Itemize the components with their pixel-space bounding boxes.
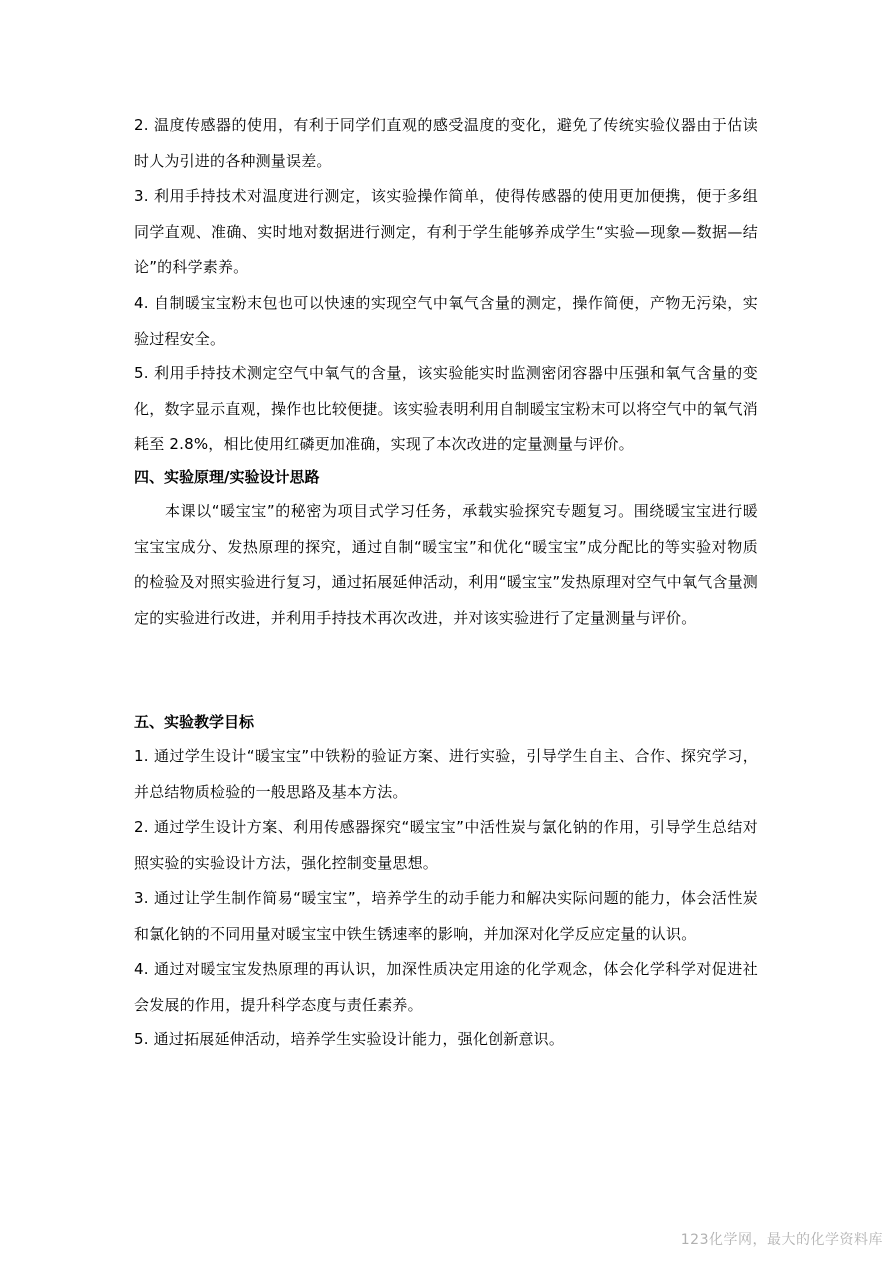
advantage-item-5: 5. 利用手持技术测定空气中氧气的含量，该实验能实时监测密闭容器中压强和氧气含量的变化，数字显示直观，操作也比较便捷。该实验表明利用自制暖宝宝粉末可以将空气中的氧气消耗至 2.8%，相比使用红磷更加准确，实现了本次改进的定量测量与评价。 <box>134 364 758 453</box>
objective-item-2: 2. 通过学生设计方案、利用传感器探究“暖宝宝”中活性炭与氯化钠的作用，引导学生总结对照实验的实验设计方法，强化控制变量思想。 <box>134 818 758 872</box>
advantage-item-2: 2. 温度传感器的使用，有利于同学们直观的感受温度的变化，避免了传统实验仪器由于估读时人为引进的各种测量误差。 <box>134 116 758 170</box>
principle-paragraph: 本课以“暖宝宝”的秘密为项目式学习任务，承载实验探究专题复习。围绕暖宝宝进行暖宝宝宝成分、发热原理的探究，通过自制“暖宝宝”和优化“暖宝宝”成分配比的等实验对物质的检验及对照实验进行复习，通过拓展延伸活动，利用“暖宝宝”发热原理对空气中氧气含量测定的实验进行改进，并利用手持技术再次改进，并对该实验进行了定量测量与评价。 <box>134 502 758 627</box>
objective-item-5: 5. 通过拓展延伸活动，培养学生实验设计能力，强化创新意识。 <box>134 1030 565 1048</box>
advantage-item-3: 3. 利用手持技术对温度进行测定，该实验操作简单，使得传感器的使用更加便携，便于多组同学直观、准确、实时地对数据进行测定，有利于学生能够养成学生“实验—现象—数据—结论”的科学素养。 <box>134 187 758 276</box>
section-heading-principle: 四、实验原理/实验设计思路 <box>134 468 320 486</box>
site-watermark: 123化学网，最大的化学资料库 <box>680 1232 883 1248</box>
advantage-item-4: 4. 自制暖宝宝粉末包也可以快速的实现空气中氧气含量的测定，操作简便，产物无污染，实验过程安全。 <box>134 294 758 348</box>
objective-item-3: 3. 通过让学生制作简易“暖宝宝”，培养学生的动手能力和解决实际问题的能力，体会活性炭和氯化钠的不同用量对暖宝宝中铁生锈速率的影响，并加深对化学反应定量的认识。 <box>134 889 758 943</box>
objective-item-4: 4. 通过对暖宝宝发热原理的再认识，加深性质决定用途的化学观念，体会化学科学对促进社会发展的作用，提升科学态度与责任素养。 <box>134 960 758 1014</box>
objective-item-1: 1. 通过学生设计“暖宝宝”中铁粉的验证方案、进行实验，引导学生自主、合作、探究学习，并总结物质检验的一般思路及基本方法。 <box>134 747 758 801</box>
section-heading-objectives: 五、实验教学目标 <box>134 713 255 731</box>
